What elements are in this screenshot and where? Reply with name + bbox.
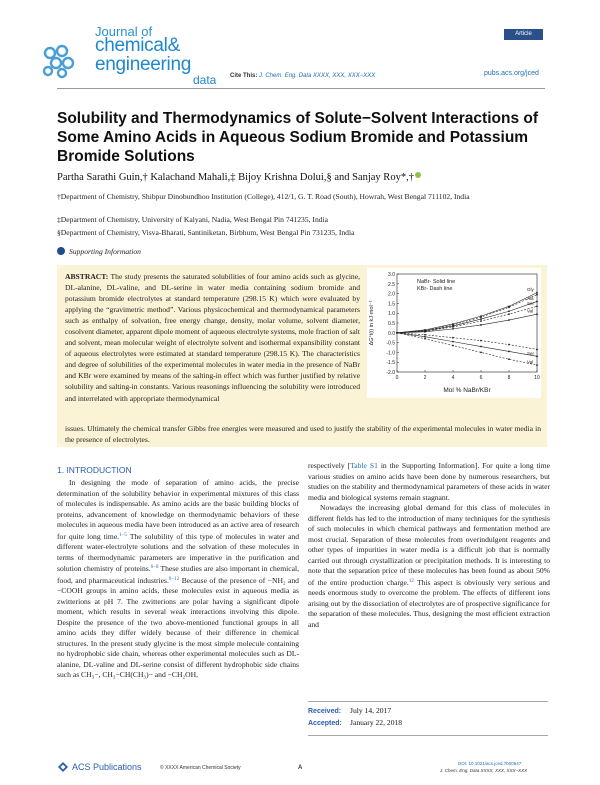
data-point bbox=[508, 306, 510, 308]
journal-reference: J. Chem. Eng. Data XXXX, XXX, XXX−XXX bbox=[440, 768, 528, 773]
dates-divider-top bbox=[308, 701, 548, 702]
toc-graphic-chart bbox=[367, 268, 541, 398]
y-tick-label: 3.0 bbox=[388, 272, 395, 278]
data-point bbox=[536, 355, 538, 357]
journal-name-line1: Journal of bbox=[95, 24, 153, 39]
series-line bbox=[397, 306, 537, 332]
data-point bbox=[396, 332, 398, 334]
data-point bbox=[536, 294, 538, 296]
page-number: A bbox=[298, 765, 303, 771]
x-tick-label: 2 bbox=[423, 375, 427, 381]
abstract-text bbox=[65, 271, 360, 404]
journal-name-line3: engineering bbox=[95, 54, 192, 75]
data-point bbox=[452, 326, 454, 328]
supporting-info-label: Supporting Information bbox=[69, 247, 141, 256]
y-tick-label: 1.0 bbox=[388, 311, 395, 318]
data-point bbox=[508, 310, 510, 312]
accepted-date: Accepted: January 22, 2018 bbox=[308, 718, 403, 727]
section-heading-introduction: 1. INTRODUCTION bbox=[57, 465, 132, 475]
citation-ref[interactable]: 1−5 bbox=[119, 532, 127, 538]
journal-logo-icon bbox=[40, 43, 92, 79]
received-date: Received: July 14, 2017 bbox=[308, 706, 392, 715]
cite-label: Cite This: bbox=[230, 73, 258, 79]
citation-ref[interactable]: 6−8 bbox=[150, 565, 159, 570]
intro-paragraph-1: In designing the mode of separation of amino acids, the precise determination of the solubility behavior in experimental mixtures of this class of molecules is indispensable. As amino acids are the basic building blocks of proteins, advancement of knowledge on thermodynamic behaviors of these molecules in aqueous media have been introduced as an active area of research for quite long time.$^{1-5}$ The solubility of this type of molecules in water and different water-electrolyte solutions and the solvation of these molecules in terms of thermodynamic parameters are imperative in the purification and solution chemistry of proteins.$^{6-8}$ These studies are also important in chemical, food, and pharmaceutical industries.$^{9-12}$ Because of the presence of −NH₂ and −COOH groups in amino acids, these molecules exist in aqueous media as zwitterions at pH 7. The zwitterions are polar having a significant dipole moment, which results in several weak interactions involving this dipole. Despite the presence of the two above-mentioned functional groups in all amino acids they differ widely because of their difference in chemical structures. In the present study glycine is the most simple molecule containing no hydrophobic side chain, whereas other experimental molecules such as DL-alanine, DL-valine and DL-serine consist of different hydrophobic side chains such as CH₃−, CH₃−CH(CH₃)− and −CH₂OH, bbox=[57, 478, 299, 679]
y-tick-label: -1.0 bbox=[386, 350, 395, 357]
publisher-name: ACS Publications bbox=[72, 762, 142, 772]
data-point bbox=[536, 364, 538, 366]
dates-divider-bottom bbox=[308, 735, 548, 736]
series-label: Ser bbox=[527, 300, 535, 306]
supporting-information-link[interactable] bbox=[57, 247, 141, 256]
affiliation-2: ‡Department of Chemistry, University of Kalyani, Nadia, West Bengal Pin 741235, India bbox=[57, 215, 329, 224]
data-point bbox=[424, 338, 426, 340]
doi-link[interactable]: DOI: 10.1021/acs.jced.7b00647 bbox=[458, 761, 522, 766]
data-point bbox=[480, 352, 482, 354]
copyright: © XXXX American Chemical Society bbox=[160, 765, 241, 771]
x-tick-label: 8 bbox=[507, 375, 511, 381]
data-point bbox=[480, 318, 482, 320]
y-tick-label: 0.0 bbox=[388, 330, 395, 337]
data-point bbox=[480, 320, 482, 322]
intro-paragraph-3: Nowadays the increasing global demand for this class of molecules in different fields has led to the introduction of many techniques for the synthesis of such molecules in which chemical pathways and fermentation method are most crucial. Separation of these molecules from overindulgent reagents and other types of impurities in water media is a difficult job that is normally carried out through crystallization or precipitation methods. It is interesting to note that the separation price of these molecules has been found as about 50% of the entire production charge.$^{12}$ This aspect is obviously very serious and needs enormous study to overcome the problem. The effects of different ions arising out by the dissociation of electrolytes are of prospective significance for the separation of these molecules. Thus, designing the most efficient extraction and bbox=[308, 503, 550, 629]
series-line bbox=[397, 301, 537, 332]
x-axis-label: Mol % NaBr/KBr bbox=[443, 387, 491, 394]
data-point bbox=[508, 313, 510, 315]
x-tick-label: 0 bbox=[395, 375, 399, 381]
data-point bbox=[480, 324, 482, 326]
journal-name-line2: chemical& bbox=[95, 35, 180, 56]
y-tick-label: 1.5 bbox=[388, 301, 395, 308]
series-line bbox=[397, 314, 537, 333]
citation-ref[interactable]: 12 bbox=[408, 578, 414, 584]
x-tick-label: 10 bbox=[534, 375, 540, 381]
abstract-label: ABSTRACT: bbox=[65, 272, 109, 281]
data-point bbox=[536, 313, 538, 315]
y-tick-label: -0.5 bbox=[386, 340, 395, 347]
table-s1-link[interactable]: Table S1 bbox=[350, 461, 378, 470]
data-point bbox=[424, 334, 426, 336]
data-point bbox=[452, 341, 454, 343]
journal-site-link[interactable]: pubs.acs.org/jced bbox=[484, 70, 539, 77]
data-point bbox=[452, 328, 454, 330]
data-point bbox=[508, 319, 510, 321]
data-point bbox=[508, 358, 510, 360]
y-tick-label: 2.0 bbox=[388, 291, 395, 298]
series-label: Val bbox=[527, 308, 534, 314]
legend-kbr: KBr- Dash line bbox=[417, 286, 453, 292]
cite-this[interactable] bbox=[230, 73, 375, 79]
orcid-icon[interactable] bbox=[415, 172, 421, 178]
data-point bbox=[536, 349, 538, 351]
supporting-info-icon bbox=[57, 247, 65, 255]
y-tick-label: -1.5 bbox=[386, 360, 395, 367]
series-label: Ser bbox=[527, 350, 535, 356]
data-point bbox=[536, 301, 538, 303]
series-line bbox=[397, 333, 537, 350]
series-line bbox=[397, 333, 537, 365]
data-point bbox=[480, 316, 482, 318]
y-tick-label: 2.5 bbox=[388, 281, 395, 288]
intro-right-column bbox=[308, 461, 550, 630]
series-label: Ala bbox=[527, 295, 534, 301]
intro-left-column bbox=[57, 478, 299, 681]
header-divider bbox=[57, 88, 545, 89]
affiliation-1: †Department of Chemistry, Shibpur Dinobundhoo Institution (College), 412/1, G. T. Road (South), Howrah, West Bengal 711102, India bbox=[57, 192, 470, 201]
abstract-body: The study presents the saturated solubilities of four amino acids such as glycine, DL-alanine, DL-valine, and DL-serine in water media containing sodium bromide and potassium bromide electrolytes at standard temperature (298.15 K) which were evaluated by applying the “gravimetric method”. Various physicochemical and thermodynamical parameters such as enthalpy of solvation, free energy change, density, molar volume, solvent diameter, cosolvent diameter, apparent dipole moment of aqueous electrolyte systems, mole fraction of salt and solvent, mean molecular weight of electrolyte solvent and isothermal expansibility constant of aqueous electrolytes were estimated at standard temperature (298.15 K). The characteristics and degree of solubilities of the experimental molecules in water media in the presence of NaBr and KBr were examined by means of the salting-in effect which was further justified by relative solubility and salting-in constants. Various reasonings influencing the solubility were introduced and interrelated with appropriate thermodynamical bbox=[65, 272, 360, 403]
affiliation-3: §Department of Chemistry, Visva-Bharati, Santiniketan, Birbhum, West Bengal Pin 731235, India bbox=[57, 228, 355, 237]
series-label: Val bbox=[527, 359, 534, 365]
legend-nabr: NaBr- Solid line bbox=[417, 279, 456, 285]
data-point bbox=[480, 346, 482, 348]
article-type-badge: Article bbox=[504, 29, 543, 40]
data-point bbox=[508, 351, 510, 353]
series-line bbox=[397, 333, 537, 357]
data-point bbox=[452, 345, 454, 347]
series-label: Gly bbox=[527, 287, 534, 293]
journal-name-line4: data bbox=[193, 73, 217, 87]
author-list bbox=[57, 172, 547, 183]
article-title: Solubility and Thermodynamics of Solute−Solvent Interactions of Some Amino Acids in Aqueous Sodium Bromide and Potassium Bromide Solutions bbox=[57, 110, 538, 165]
data-point bbox=[424, 331, 426, 333]
data-point bbox=[536, 305, 538, 307]
data-point bbox=[452, 337, 454, 339]
y-tick-label: -2.0 bbox=[386, 370, 395, 376]
acs-logo-icon bbox=[58, 762, 68, 772]
y-tick-label: 0.5 bbox=[388, 321, 395, 327]
data-point bbox=[508, 344, 510, 346]
cite-reference: J. Chem. Eng. Data XXXX, XXX, XXX−XXX bbox=[259, 73, 376, 79]
abstract-text-continued: issues. Ultimately the chemical transfer Gibbs free energies were measured and used to justify the stability of the experimental molecules in water media in the presence of electrolytes. bbox=[65, 424, 541, 445]
data-point bbox=[424, 336, 426, 338]
x-tick-label: 4 bbox=[451, 375, 455, 381]
intro-paragraph-2: respectively [Table S1 in the Supporting Information]. For quite a long time various studies on amino acids have been done by numerous researchers, but studies on the stability and thermodynamical parameters of these acids in water media and biological systems remain stagnant. bbox=[308, 461, 550, 502]
x-tick-label: 6 bbox=[479, 375, 483, 381]
y-axis-label: ΔG°t(i) in kJ·mol⁻¹ bbox=[369, 300, 375, 346]
data-point bbox=[480, 340, 482, 342]
data-point bbox=[536, 292, 538, 294]
citation-ref[interactable]: 9−12 bbox=[168, 576, 180, 582]
author-names: Partha Sarathi Guin,† Kalachand Mahali,‡ Bijoy Krishna Dolui,§ and Sanjay Roy*,† bbox=[57, 172, 414, 183]
